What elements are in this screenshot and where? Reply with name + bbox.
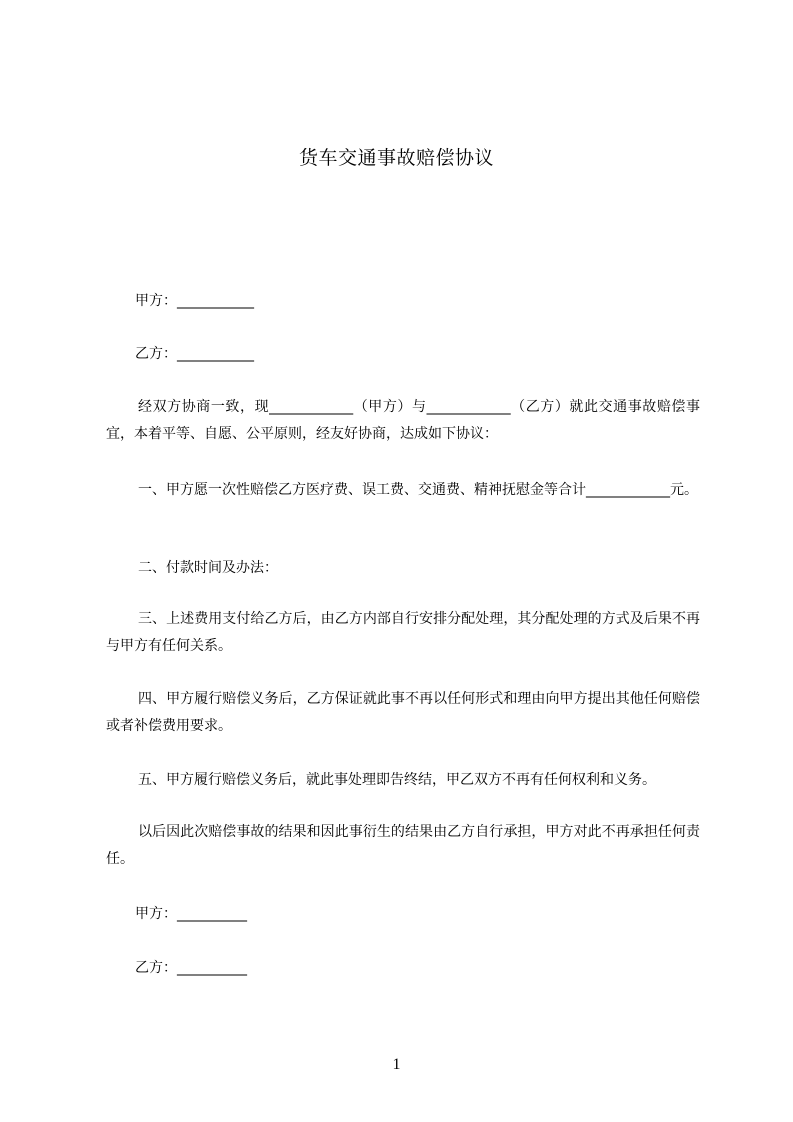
clause-4-no-further-claims: 四、甲方履行赔偿义务后，乙方保证就此事不再以任何形式和理由向甲方提出其他任何赔偿或者补偿费用要求。 — [106, 691, 700, 734]
clause-3-distribution: 三、上述费用支付给乙方后，由乙方内部自行安排分配处理，其分配处理的方式及后果不再与甲方有任何关系。 — [106, 611, 700, 654]
page-number: 1 — [392, 1056, 401, 1073]
intro-paragraph: 经双方协商一致，现____________（甲方）与____________（乙方）就此交通事故赔偿事宜，本着平等、自愿、公平原则，经友好协商，达成如下协议： — [106, 399, 700, 442]
party-a-signature-line-top: 甲方：___________ — [135, 293, 254, 309]
closing-statement: 以后因此次赔偿事故的结果和因此事衍生的结果由乙方自行承担，甲方对此不再承担任何责任。 — [106, 824, 700, 867]
clause-1-compensation-amount: 一、甲方愿一次性赔偿乙方医疗费、误工费、交通费、精神抚慰金等合计____________元。 — [138, 482, 698, 498]
clause-5-conclusion: 五、甲方履行赔偿义务后，就此事处理即告终结，甲乙双方不再有任何权利和义务。 — [138, 772, 656, 788]
party-b-signature-line-bottom: 乙方：__________ — [135, 960, 247, 976]
clause-2-payment-method: 二、付款时间及办法： — [138, 560, 278, 576]
page-title: 货车交通事故赔偿协议 — [298, 147, 494, 169]
party-a-signature-line-bottom: 甲方：__________ — [135, 906, 247, 922]
party-b-signature-line-top: 乙方：___________ — [135, 346, 254, 362]
